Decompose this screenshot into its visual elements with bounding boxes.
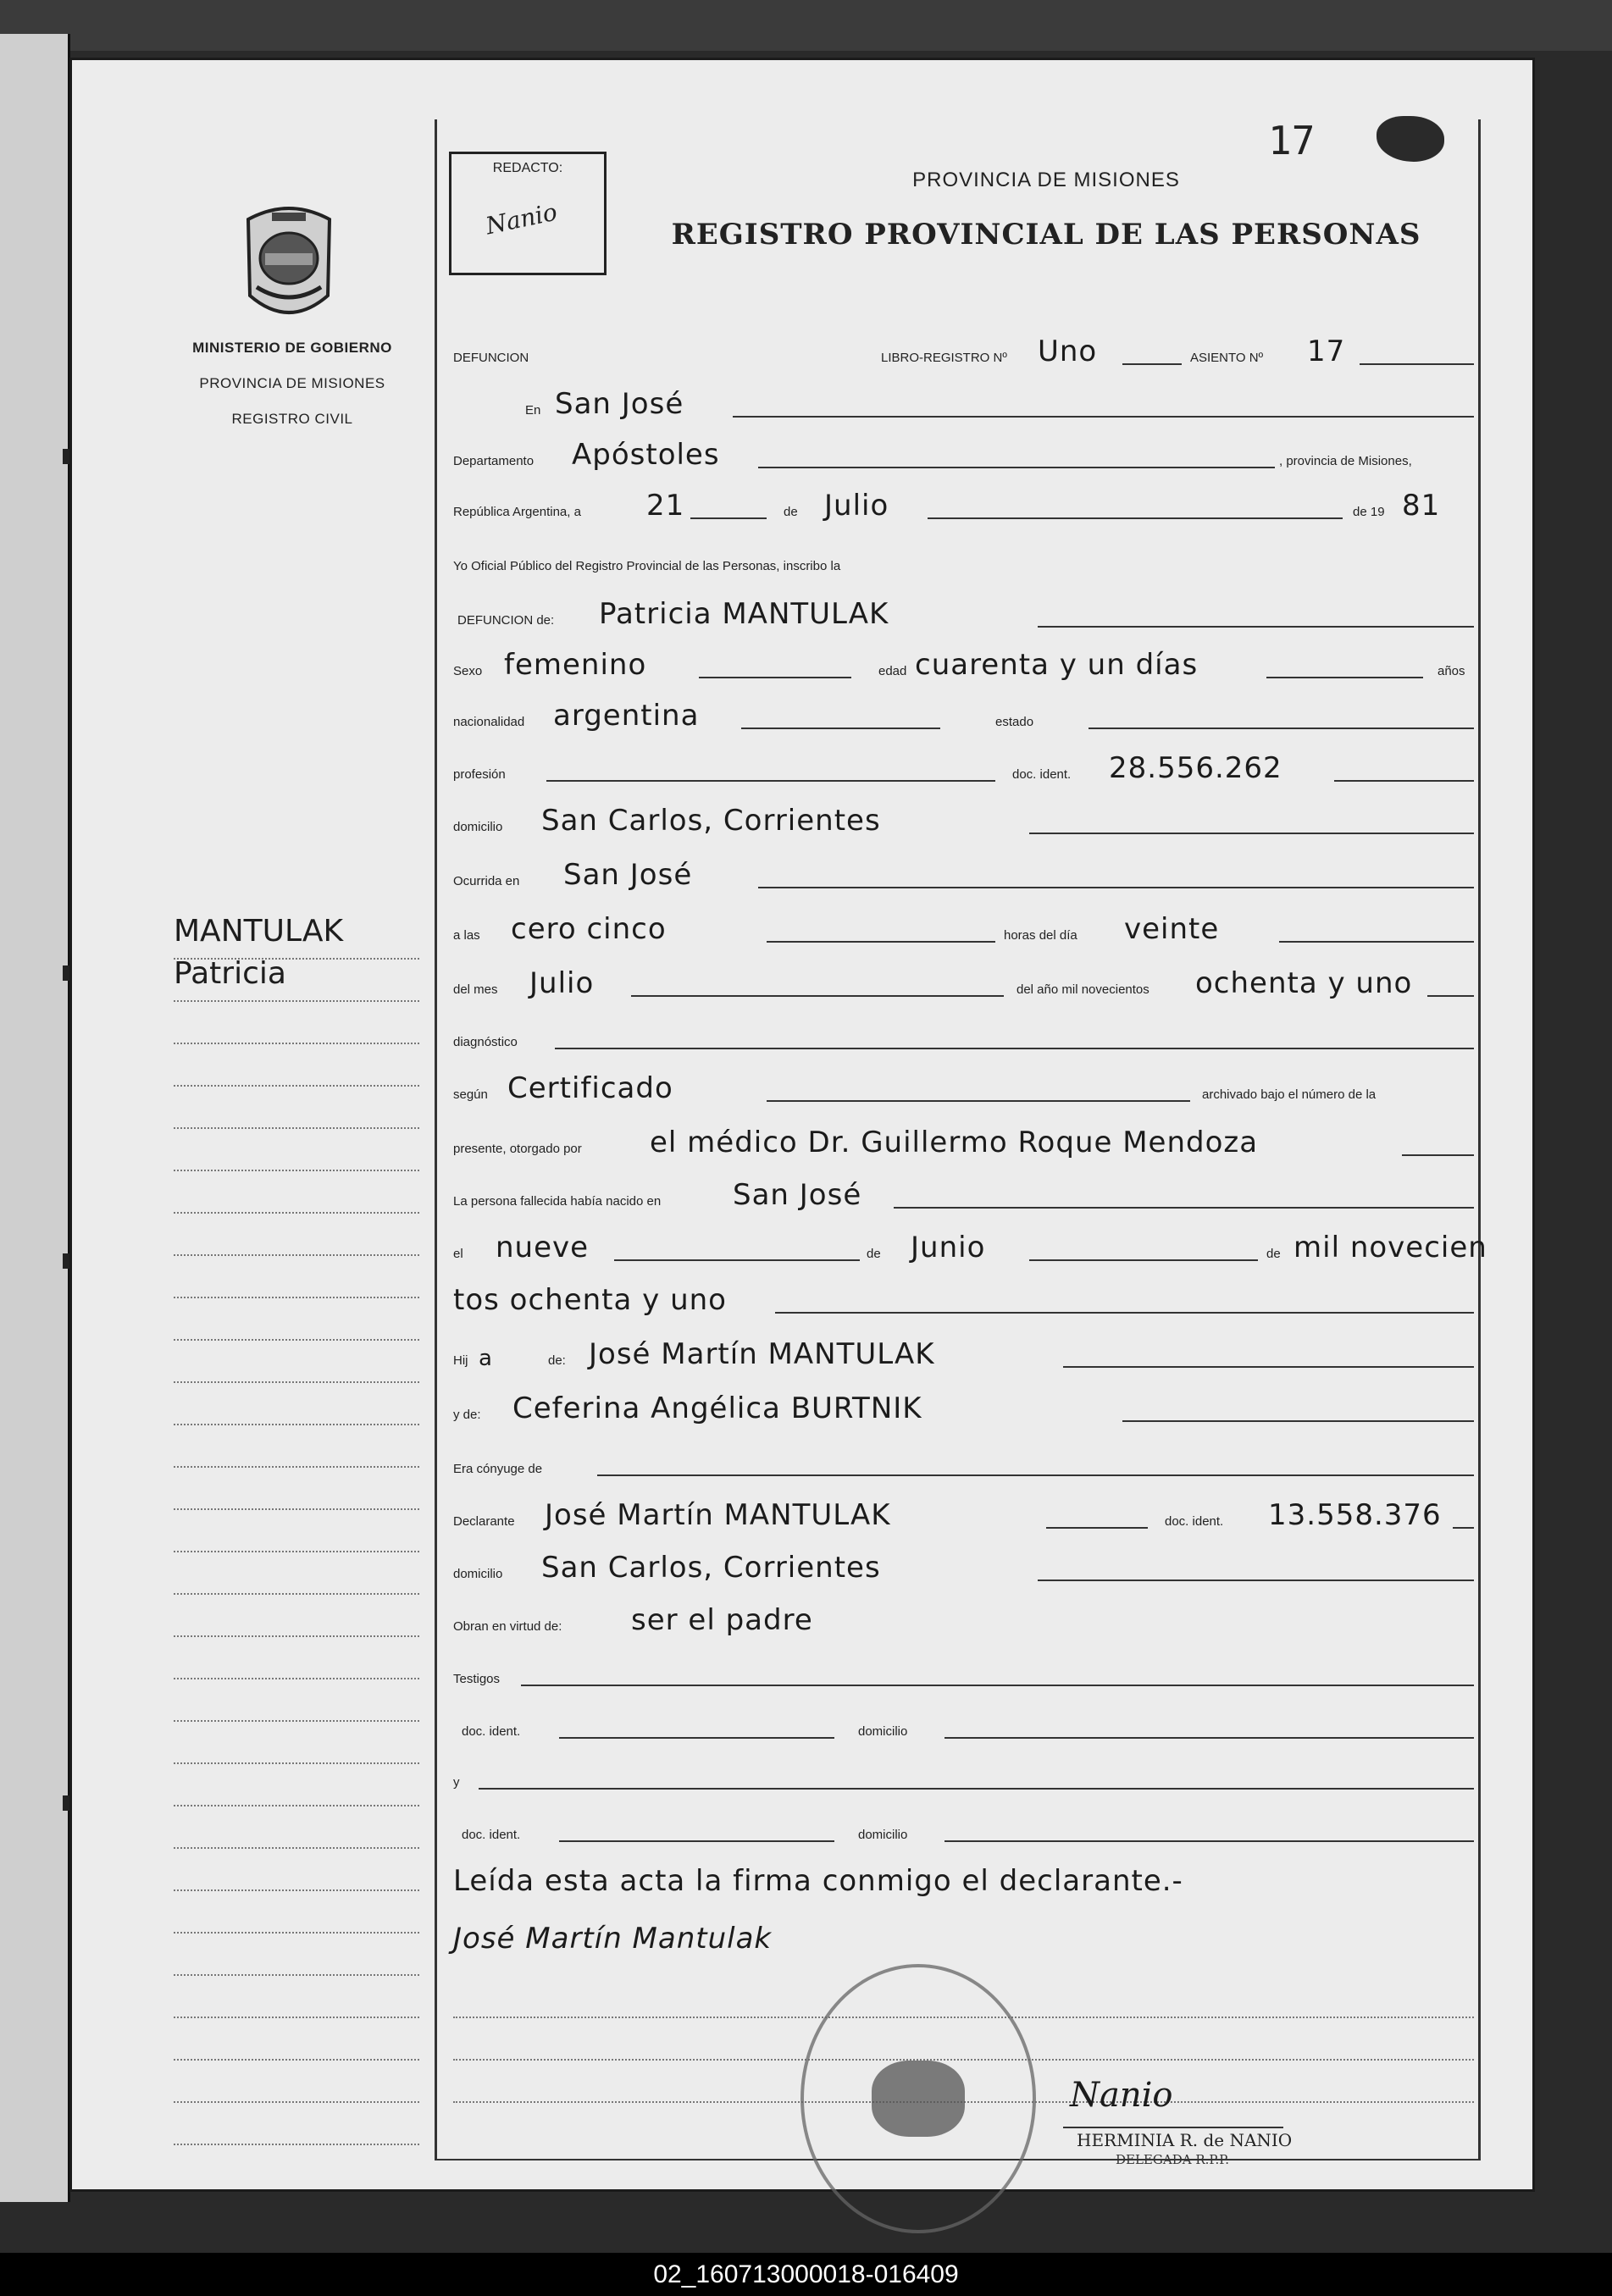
- margin-dotted-line: [174, 1085, 419, 1087]
- decl-doc-value: 13.558.376: [1268, 1498, 1442, 1532]
- row-decl-domicilio: [453, 1549, 1474, 1588]
- row-madre: [453, 1390, 1474, 1429]
- en-value: San José: [555, 387, 684, 421]
- image-id-caption: 02_160713000018-016409: [653, 2260, 959, 2288]
- redacto-box: [449, 152, 607, 275]
- row-obran: [453, 1602, 1474, 1640]
- leida-text: Leída esta acta la firma conmigo el declarante.-: [453, 1864, 1183, 1898]
- domicilio-value: San Carlos, Corrientes: [541, 804, 881, 838]
- margin-dotted-line: [174, 1339, 419, 1341]
- hijo-label: Hij: [453, 1353, 468, 1368]
- y-label: y: [453, 1775, 460, 1790]
- t1-doc-label: doc. ident.: [462, 1724, 521, 1739]
- row-tos: [453, 1281, 1474, 1320]
- fill-line: [546, 780, 995, 782]
- row-en: [453, 385, 1474, 424]
- provincial-crest-icon: [240, 202, 338, 324]
- madre-value: Ceferina Angélica BURTNIK: [512, 1391, 922, 1425]
- decl-doc-label: doc. ident.: [1165, 1514, 1224, 1529]
- dia-value: 21: [646, 489, 685, 523]
- redacto-label: REDACTO:: [492, 161, 563, 175]
- officer-signature-line: [1063, 2127, 1283, 2128]
- departamento-label: Departamento: [453, 454, 535, 468]
- fill-line: [741, 728, 940, 729]
- margin-dotted-line: [174, 2144, 419, 2145]
- fill-line: [559, 1737, 834, 1739]
- edad-value: cuarenta y un días: [915, 648, 1199, 682]
- delanio-value: ochenta y uno: [1195, 966, 1413, 1000]
- yde-label: y de:: [453, 1408, 481, 1422]
- anio-value: 81: [1402, 489, 1441, 523]
- profesion-label: profesión: [453, 767, 506, 782]
- sexo-label: Sexo: [453, 664, 483, 678]
- estado-label: estado: [995, 715, 1034, 729]
- margin-dotted-line: [174, 1466, 419, 1468]
- margin-dotted-line: [174, 1254, 419, 1256]
- redacto-signature: Nanio: [483, 197, 560, 241]
- tos-value: tos ochenta y uno: [453, 1283, 727, 1317]
- row-fecha-nacimiento: [453, 1229, 1487, 1268]
- officer-signature: Nanio: [1070, 2076, 1173, 2115]
- de2-value: Junio: [911, 1231, 986, 1264]
- republica-label: República Argentina, a: [453, 505, 581, 519]
- asiento-value: 17: [1307, 335, 1346, 368]
- ocurrida-value: San José: [563, 858, 693, 892]
- horas-label: horas del día: [1004, 928, 1077, 943]
- fill-line: [1122, 363, 1182, 365]
- stamp-emblem: [872, 2061, 965, 2137]
- row-fecha: [453, 487, 1474, 526]
- fill-line: [775, 1312, 1474, 1314]
- row-sexo-edad: [453, 646, 1474, 685]
- fill-line: [944, 1737, 1474, 1739]
- t1-dom-label: domicilio: [858, 1724, 908, 1739]
- scan-background: [0, 0, 1612, 51]
- hijo-suffix: a: [479, 1346, 493, 1371]
- margin-dotted-line: [174, 2059, 419, 2061]
- margin-dotted-line: [174, 1212, 419, 1214]
- margin-dotted-line: [174, 1508, 419, 1510]
- margin-dotted-line: [174, 1297, 419, 1298]
- declarante-signature: José Martín Mantulak: [453, 1922, 773, 1956]
- image-footer: [0, 2253, 1612, 2296]
- officer-name: HERMINIA R. de NANIO: [1077, 2130, 1293, 2150]
- margin-dotted-line: [174, 1043, 419, 1044]
- ministry-name: MINISTERIO DE GOBIERNO: [192, 340, 392, 356]
- ministry-registry: REGISTRO CIVIL: [231, 411, 353, 427]
- fill-line: [555, 1048, 1474, 1049]
- de-label: de: [784, 505, 798, 519]
- fill-line: [758, 467, 1275, 468]
- fill-line: [758, 887, 1474, 888]
- margin-dotted-line: [174, 1424, 419, 1425]
- decl-dom-label: domicilio: [453, 1567, 503, 1581]
- fill-line: [479, 1788, 1474, 1790]
- el-value: nueve: [496, 1231, 590, 1264]
- record-type: DEFUNCION: [453, 351, 529, 365]
- margin-dotted-line: [174, 1127, 419, 1129]
- alas-label: a las: [453, 928, 480, 943]
- fill-line: [1360, 363, 1474, 365]
- edad-label: edad: [878, 664, 907, 678]
- mes-value: Julio: [824, 489, 889, 523]
- fill-line: [521, 1685, 1474, 1686]
- margin-dotted-line: [174, 1381, 419, 1383]
- margin-dotted-line: [174, 1000, 419, 1002]
- margin-surname: MANTULAK: [174, 914, 344, 949]
- row-hora: [453, 910, 1474, 949]
- row-defuncion: [453, 595, 1474, 634]
- row-conyuge: [453, 1444, 1474, 1483]
- fill-line: [1334, 780, 1474, 782]
- ink-blot: [1377, 116, 1444, 162]
- oficial-text: Yo Oficial Público del Registro Provincial de las Personas, inscribo la: [453, 559, 841, 573]
- row-testigo2: [453, 1810, 1474, 1849]
- margin-dotted-line: [174, 1932, 419, 1934]
- fill-line: [944, 1840, 1474, 1842]
- delmes-value: Julio: [529, 966, 595, 1000]
- row-presente: [453, 1124, 1474, 1163]
- presente-label: presente, otorgado por: [453, 1142, 582, 1156]
- fill-line: [1029, 833, 1474, 834]
- libro-value: Uno: [1038, 335, 1098, 368]
- fill-line: [1063, 1366, 1474, 1368]
- row-oficial: [453, 541, 1474, 580]
- domicilio-label: domicilio: [453, 820, 503, 834]
- register-page: [69, 58, 1535, 2192]
- fill-line: [597, 1474, 1474, 1476]
- provincia-label: , provincia de Misiones,: [1279, 454, 1412, 468]
- defuncion-label: DEFUNCION de:: [457, 613, 555, 628]
- fill-line: [1029, 1259, 1258, 1261]
- margin-dotted-line: [174, 1551, 419, 1552]
- header-province: PROVINCIA DE MISIONES: [912, 169, 1180, 191]
- margin-dotted-line: [174, 1170, 419, 1171]
- nacido-value: San José: [733, 1178, 862, 1212]
- en-label: En: [525, 403, 541, 418]
- fill-line: [767, 1100, 1190, 1102]
- padre-value: José Martín MANTULAK: [589, 1337, 935, 1371]
- row-leida: [453, 1862, 1474, 1901]
- fill-line: [690, 517, 767, 519]
- fill-line: [1279, 941, 1474, 943]
- fill-line: [1038, 1580, 1474, 1581]
- fill-line: [1089, 728, 1474, 729]
- alas-value: cero cinco: [511, 912, 667, 946]
- row-profesion: [453, 750, 1474, 788]
- de2-label: de: [867, 1247, 881, 1261]
- departamento-value: Apóstoles: [572, 438, 720, 472]
- margin-dotted-line: [174, 1762, 419, 1764]
- margin-dotted-line: [174, 2017, 419, 2018]
- obran-value: ser el padre: [631, 1603, 813, 1637]
- horas-value: veinte: [1124, 912, 1220, 946]
- sexo-value: femenino: [504, 648, 647, 682]
- officer-role: DELEGADA R.P.P.: [1116, 2152, 1230, 2167]
- row-segun: [453, 1070, 1474, 1109]
- left-margin-column: [72, 60, 436, 2189]
- diagnostico-label: diagnóstico: [453, 1035, 518, 1049]
- defuncion-value: Patricia MANTULAK: [599, 597, 889, 631]
- de19-label: de 19: [1353, 505, 1385, 519]
- row-departamento: [453, 436, 1474, 475]
- record-header-row: [453, 333, 1474, 372]
- fill-line: [1122, 1420, 1474, 1422]
- margin-dotted-line: [174, 1678, 419, 1679]
- ocurrida-label: Ocurrida en: [453, 874, 520, 888]
- obran-label: Obran en virtud de:: [453, 1619, 562, 1634]
- margin-dotted-line: [174, 1889, 419, 1891]
- row-nacionalidad: [453, 697, 1474, 736]
- demil-value: mil novecien: [1293, 1231, 1487, 1264]
- fill-line: [559, 1840, 834, 1842]
- margin-dotted-line: [174, 1974, 419, 1976]
- margin-first-name: Patricia: [174, 956, 286, 991]
- row-diagnostico: [453, 1017, 1474, 1056]
- margin-dotted-line: [174, 1720, 419, 1722]
- margin-dotted-line: [174, 958, 419, 960]
- column-divider: [435, 119, 437, 2160]
- demil-label: de: [1266, 1247, 1281, 1261]
- fill-line: [1427, 995, 1474, 997]
- presente-value: el médico Dr. Guillermo Roque Mendoza: [650, 1126, 1259, 1159]
- asiento-label: ASIENTO Nº: [1190, 351, 1264, 365]
- fill-line: [767, 941, 995, 943]
- fill-line: [733, 416, 1474, 418]
- nacido-label: La persona fallecida había nacido en: [453, 1194, 662, 1209]
- row-testigos: [453, 1654, 1474, 1693]
- row-domicilio: [453, 802, 1474, 841]
- row-ocurrida: [453, 856, 1474, 895]
- row-hijo: [453, 1336, 1474, 1375]
- fill-line: [1046, 1527, 1148, 1529]
- t2-dom-label: domicilio: [858, 1828, 908, 1842]
- fill-line: [1266, 677, 1423, 678]
- archivado-label: archivado bajo el número de la: [1202, 1087, 1377, 1102]
- row-testigo1: [453, 1707, 1474, 1746]
- ministry-province: PROVINCIA DE MISIONES: [199, 375, 385, 391]
- margin-dotted-line: [174, 1805, 419, 1806]
- fill-line: [928, 517, 1343, 519]
- el-label: el: [453, 1247, 463, 1261]
- hijo-de-label: de:: [548, 1353, 566, 1368]
- conyuge-label: Era cónyuge de: [453, 1462, 543, 1476]
- row-declarante: [453, 1497, 1474, 1535]
- testigos-label: Testigos: [453, 1672, 501, 1686]
- decl-dom-value: San Carlos, Corrientes: [541, 1551, 881, 1585]
- docident-label: doc. ident.: [1012, 767, 1072, 782]
- fill-line: [1038, 626, 1474, 628]
- declarante-value: José Martín MANTULAK: [545, 1498, 891, 1532]
- margin-dotted-line: [174, 1635, 419, 1637]
- fill-line: [894, 1207, 1474, 1209]
- register-title: REGISTRO PROVINCIAL DE LAS PERSONAS: [671, 218, 1421, 252]
- fill-line: [699, 677, 851, 678]
- fill-line: [1402, 1154, 1474, 1156]
- right-border: [1478, 119, 1481, 2160]
- row-firma-declarante: [453, 1920, 1474, 1959]
- libro-label: LIBRO-REGISTRO Nº: [881, 351, 1007, 365]
- margin-dotted-line: [174, 2101, 419, 2103]
- segun-value: Certificado: [507, 1071, 673, 1105]
- fill-line: [1453, 1527, 1474, 1529]
- nacionalidad-value: argentina: [553, 699, 700, 733]
- book-spine: [0, 34, 70, 2202]
- row-nacido: [453, 1176, 1474, 1215]
- anios-label: años: [1438, 664, 1465, 678]
- delmes-label: del mes: [453, 982, 498, 997]
- segun-label: según: [453, 1087, 488, 1102]
- delanio-label: del año mil novecientos: [1017, 982, 1149, 997]
- margin-dotted-line: [174, 1847, 419, 1849]
- nacionalidad-label: nacionalidad: [453, 715, 525, 729]
- row-mes-anio: [453, 965, 1474, 1004]
- t2-doc-label: doc. ident.: [462, 1828, 521, 1842]
- official-stamp: [800, 1964, 1036, 2233]
- docident-value: 28.556.262: [1109, 751, 1282, 785]
- declarante-label: Declarante: [453, 1514, 515, 1529]
- fill-line: [631, 995, 1004, 997]
- fill-line: [614, 1259, 860, 1261]
- folio-number: 17: [1268, 118, 1316, 163]
- margin-dotted-line: [174, 1593, 419, 1595]
- row-y: [453, 1757, 1474, 1796]
